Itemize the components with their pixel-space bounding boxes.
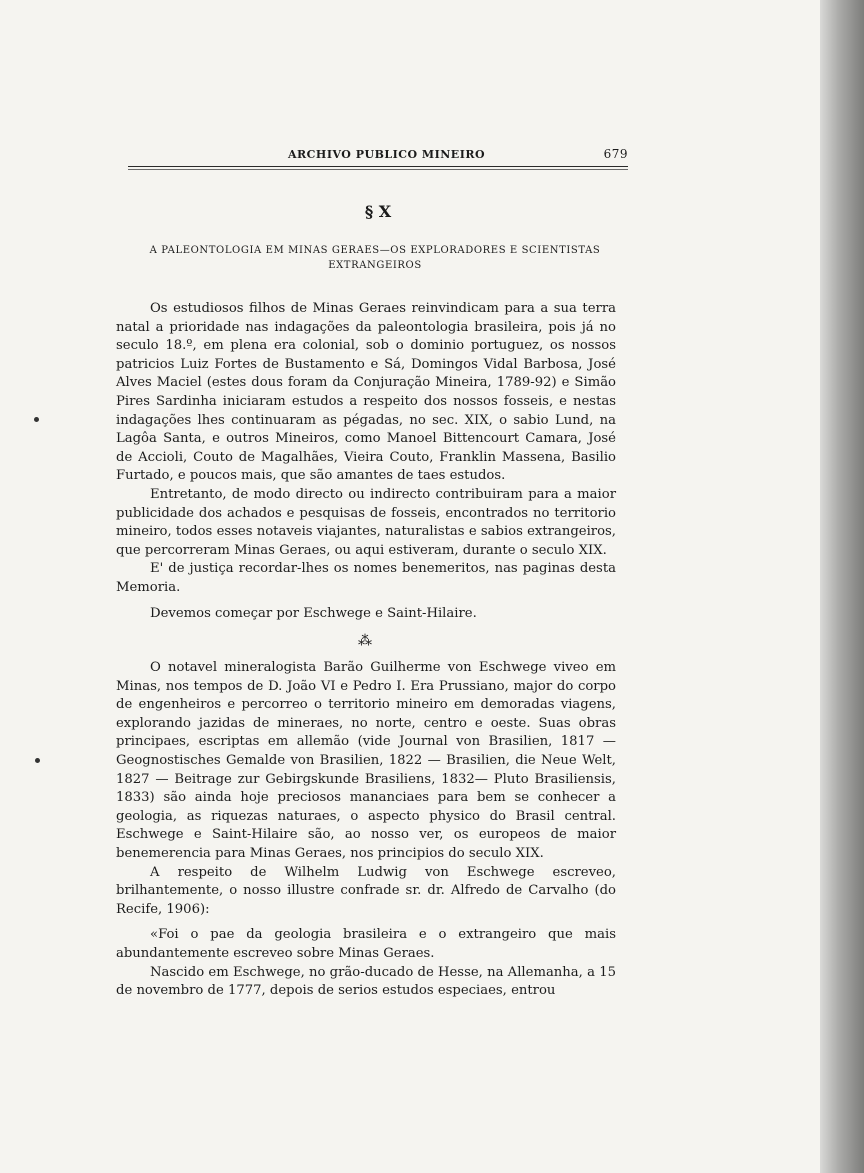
asterism-divider: ⁂ [358,633,374,650]
section-title-line2: EXTRANGEIROS [328,260,422,271]
running-title: ARCHIVO PUBLICO MINEIRO [288,148,486,161]
paragraph: Nascido em Eschwege, no grão-ducado de Hesse, na Allemanha, a 15 de novembro de 1777, depois de serios estudos especiaes, entrou [116,964,616,999]
section-title [122,243,628,273]
paragraph: Entretanto, de modo directo ou indirecto contribuiram para a maior publicidade dos achados e pesquisas de fosseis, encontrados no territorio mineiro, todos esses notaveis viajantes, naturalistas e sabios extrangeiros, que percorreram Minas Geraes, ou aqui estiveram, durante o seculo XIX. [116,486,616,558]
margin-speck [35,758,40,763]
paragraph: «Foi o pae da geologia brasileira e o extrangeiro que mais abundantemente escreveo sobre Minas Geraes. [116,927,616,961]
body-text [116,300,616,1001]
paragraph: E' de justiça recordar-lhes os nomes benemeritos, nas paginas desta Memoria. [116,561,616,595]
paragraph: Devemos começar por Eschwege e Saint-Hilaire. [150,605,477,621]
page-edge-shadow [820,0,864,1173]
header-rule [128,166,628,167]
section-number: § X [364,202,392,221]
margin-speck [34,417,39,422]
paragraph: A respeito de Wilhelm Ludwig von Eschwege escreveo, brilhantemente, o nosso illustre confrade sr. dr. Alfredo de Carvalho (do Recife, 1906): [116,864,616,917]
page-number: 679 [603,147,628,161]
running-header [128,147,628,167]
paragraph: O notavel mineralogista Barão Guilherme von Eschwege viveo em Minas, nos tempos de D. João VI e Pedro I. Era Prussiano, major do corpo de engenheiros e percorreo o territorio mineiro em demoradas viagens, explorando jazidas de mineraes, no norte, centro e oeste. Suas obras principaes, escriptas em allemão (vide Journal von Brasilien, 1817 — Geognostisches Gemalde von Brasilien, 1822 — Brasilien, die Neue Welt, 1827 — Beitrage zur Gebirgskunde Brasiliens, 1832— Pluto Brasiliensis, 1833) são ainda hoje preciosos mananciaes para bem se conhecer a geologia, as riquezas naturaes, o aspecto physico do Brasil central. Eschwege e Saint-Hilaire são, ao nosso ver, os europeos de maior benemerencia para Minas Geraes, nos principios do seculo XIX. [116,660,616,862]
paragraph: Os estudiosos filhos de Minas Geraes reinvindicam para a sua terra natal a prioridade nas indagações da paleontologia brasileira, pois já no seculo 18.º, em plena era colonial, sob o dominio portuguez, os nossos patricios Luiz Fortes de Bustamento e Sá, Domingos Vidal Barbosa, José Alves Maciel (estes dous foram da Conjuração Mineira, 1789-92) e Simão Pires Sardinha iniciaram estudos a respeito dos nossos fosseis, e nestas indagações lhes continuaram as pégadas, no sec. XIX, o sabio Lund, na Lagôa Santa, e outros Mineiros, como Manoel Bittencourt Camara, José de Accioli, Couto de Magalhães, Vieira Couto, Franklin Massena, Basilio Furtado, e poucos mais, que são amantes de taes estudos. [116,301,616,484]
header-rule-thin [128,169,628,170]
section-title-line1: A PALEONTOLOGIA EM MINAS GERAES—OS EXPLORADORES E SCIENTISTAS [149,245,601,256]
